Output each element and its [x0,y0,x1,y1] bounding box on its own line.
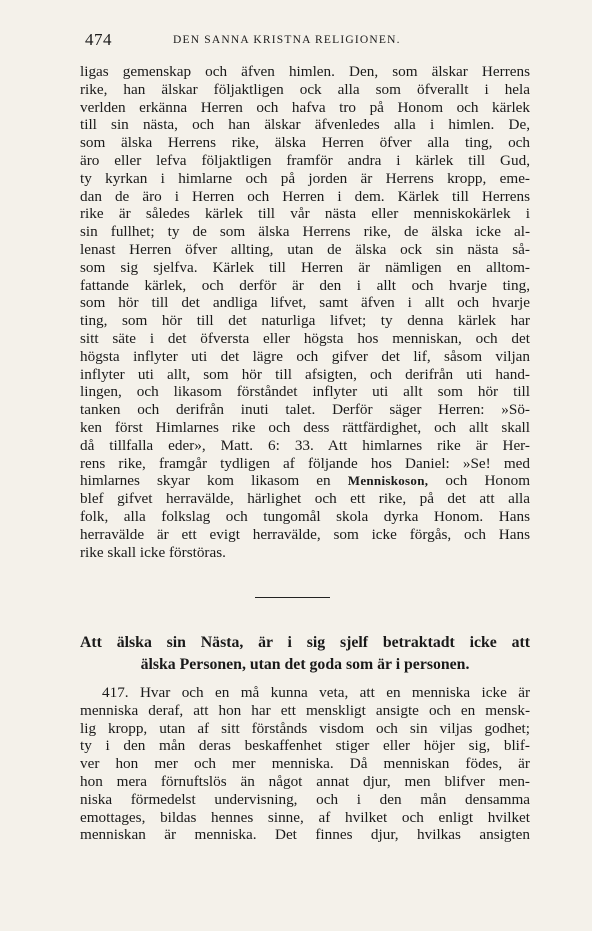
text-line: ty kyrkan i himlarne och på jorden är Herrens kropp, eme- [80,169,530,187]
text-line: blef gifvet herravälde, härlighet och ett rike, på det att alla [80,490,530,508]
text-line: dan de äro i Herren och Herren i dem. Kärlek till Herrens [80,187,530,205]
section-heading [80,632,530,676]
text-line: som sig sjelfva. Kärlek till Herren är nämligen en alltom- [80,258,530,276]
emphasized-word: Menniskoson, [347,473,429,489]
line-start: himlarnes skyar kom likasom en [80,472,331,490]
paragraph-1 [80,63,530,561]
text-line: menniskan är menniska. Det finnes djur, hvilkas ansigten [80,826,530,844]
line-end: och Honom [445,472,531,490]
page-header [75,30,527,52]
heading-line: älska Personen, utan det goda som är i personen. [140,656,470,673]
text-line: inflyter uti allt, som hör till afsigten, och derifrån uti hand- [80,365,530,383]
text-line: tanken och derifrån inuti talet. Derför säger Herren: »Sö- [80,401,530,419]
text-line: hon mera förnuftslös än något annat djur, men blifver men- [80,772,530,790]
text-line: folk, alla folkslag och tungomål skola dyrka Honom. Hans [80,507,530,525]
text-line: 417. Hvar och en må kunna veta, att en menniska icke är [102,684,530,701]
text-line: som älska Herrens rike, älska Herren öfver alla ting, och [80,134,530,152]
text-line: ty i den mån deras beskaffenhet stiger eller höjer sig, blif- [80,737,530,755]
page-number: 474 [85,30,112,49]
text-line: ver hon mer och mer menniska. Då menniskan födes, är [80,755,530,773]
text-line: som hör till det andliga lifvet, samt äfven i allt och hvarje [80,294,530,312]
text-line: menniska deraf, att hon har ett menskligt ansigte och en mensk- [80,701,530,719]
text-line: niska förmedelst undervisning, och i den mån densamma [80,790,530,808]
text-line: verlden erkänna Herren och hafva tro på Honom och kärlek [80,98,530,116]
text-line: ligas gemenskap och äfven himlen. Den, som älskar Herrens [80,63,530,80]
text-line: till sin nästa, och han älskar äfvenledes alla i himlen. De, [80,116,530,134]
paragraph-2 [80,684,530,844]
text-line: herravälde är ett evigt herravälde, som icke förgås, och Hans [80,525,530,543]
text-line: rike skall icke förstöras. [80,543,226,561]
text-line: sitt säte i det öfversta eller högsta hos menniskan, och det [80,329,530,347]
text-line: ken först Himlarnes rike och dess rättfärdighet, och allt skall [80,418,530,436]
text-line: rens rike, framgår tydligen af följande hos Daniel: »Se! med [80,454,530,472]
text-line-with-emphasis [80,472,530,490]
text-line: rike är således kärlek till vår nästa eller menniskokärlek i [80,205,530,223]
heading-line: Att älska sin Nästa, är i sig sjelf betraktadt icke att [80,634,530,651]
text-line: högsta inflyter uti det lägre och gifver det lif, såsom viljan [80,347,530,365]
text-line: rike, han älskar följaktligen ock alla som öfverallt i hela [80,80,530,98]
text-line: då tillfalla eder», Matt. 6: 33. Att himlarnes rike är Her- [80,436,530,454]
running-title: DEN SANNA KRISTNA RELIGIONEN. [173,34,401,46]
text-line: emottages, bildas hennes sinne, af hvilket och enligt hvilket [80,808,530,826]
text-line: ting, som hör till det naturliga lifvet; ty denna kärlek har [80,312,530,330]
section-divider [255,597,330,598]
text-line: lig kropp, utan af sitt förstånds visdom och sin viljas godhet; [80,719,530,737]
text-line: fattande kärlek, och derför är den i allt och hvarje ting, [80,276,530,294]
text-line: sin fullhet; ty de som älska Herrens rike, de älska icke al- [80,223,530,241]
text-line: lenast Herren öfver allting, utan de älska ock sin nästa så- [80,240,530,258]
text-line: äro eller lefva följaktligen framför andra i kärlek till Gud, [80,151,530,169]
text-line: lingen, och likasom förståndet inflyter uti allt som hör till [80,383,530,401]
